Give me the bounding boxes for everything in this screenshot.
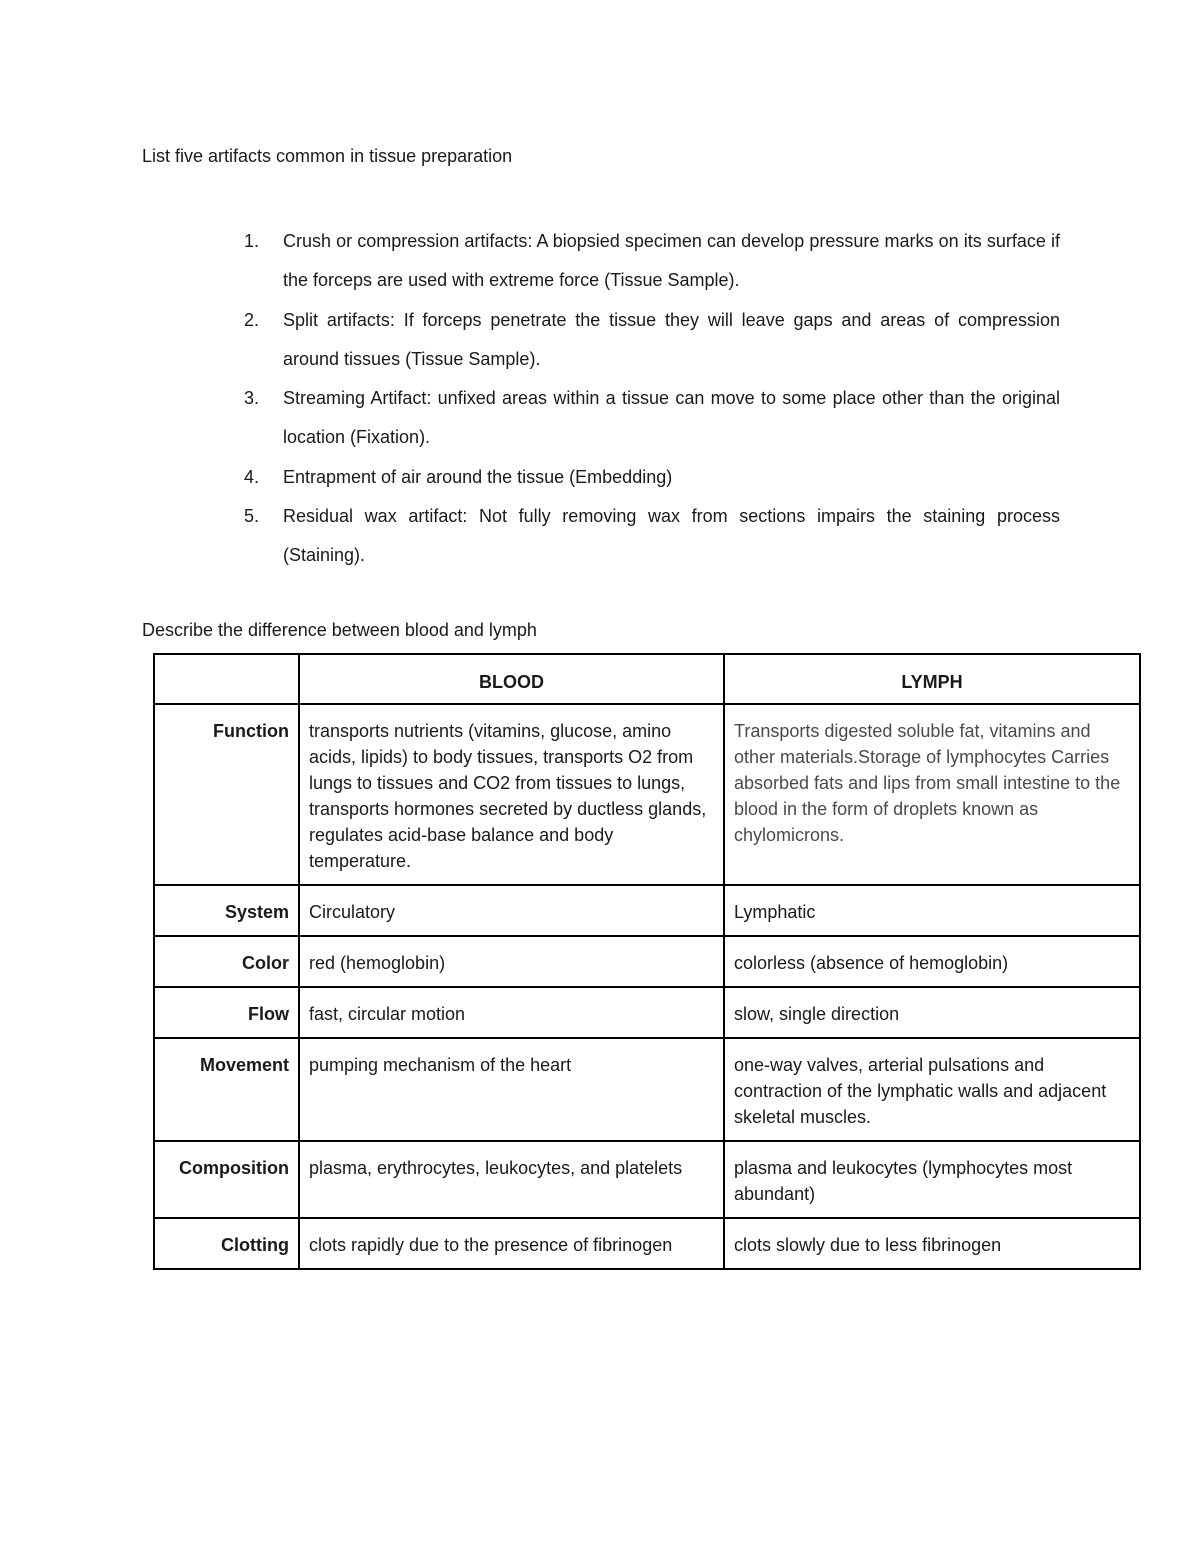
blood-cell: clots rapidly due to the presence of fibrinogen <box>299 1218 724 1269</box>
table-row <box>154 1038 1140 1141</box>
row-label: Movement <box>154 1038 299 1141</box>
list-item-number: 2. <box>244 309 260 330</box>
list-item-text: Entrapment of air around the tissue (Embedding) <box>283 466 673 487</box>
blood-cell: Circulatory <box>299 885 724 936</box>
lymph-cell: Transports digested soluble fat, vitamins and other materials.Storage of lymphocytes Carries absorbed fats and lips from small intestine to the blood in the form of droplets known as chylomicrons. <box>724 704 1140 885</box>
artifacts-question-heading: List five artifacts common in tissue preparation <box>142 146 513 166</box>
lymph-cell: clots slowly due to less fibrinogen <box>724 1218 1140 1269</box>
lymph-cell: plasma and leukocytes (lymphocytes most abundant) <box>724 1141 1140 1218</box>
list-item <box>244 379 1060 458</box>
lymph-cell: slow, single direction <box>724 987 1140 1038</box>
column-header-empty <box>154 654 299 704</box>
lymph-cell: one-way valves, arterial pulsations and contraction of the lymphatic walls and adjacent skeletal muscles. <box>724 1038 1140 1141</box>
blood-lymph-question-heading: Describe the difference between blood and lymph <box>142 620 537 640</box>
blood-cell: fast, circular motion <box>299 987 724 1038</box>
table-row <box>154 936 1140 987</box>
list-item <box>244 301 1060 380</box>
list-item <box>244 222 1060 301</box>
table-row <box>154 1141 1140 1218</box>
lymph-cell: Lymphatic <box>724 885 1140 936</box>
row-label: Color <box>154 936 299 987</box>
table-row <box>154 1218 1140 1269</box>
artifacts-list <box>244 222 1060 576</box>
list-item-number: 4. <box>244 466 260 487</box>
row-label: Function <box>154 704 299 885</box>
list-item-number: 5. <box>244 506 260 527</box>
blood-lymph-comparison-table <box>153 653 1141 1270</box>
row-label: Flow <box>154 987 299 1038</box>
list-item-text: Split artifacts: If forceps penetrate the tissue they will leave gaps and areas of compression around tissues (Tissue Sample). <box>283 309 1060 369</box>
list-item-text: Streaming Artifact: unfixed areas within a tissue can move to some place other than the original location (Fixation). <box>283 388 1060 448</box>
list-item-number: 1. <box>244 231 260 251</box>
column-header-blood: BLOOD <box>299 654 724 704</box>
blood-cell: red (hemoglobin) <box>299 936 724 987</box>
row-label: System <box>154 885 299 936</box>
blood-cell: plasma, erythrocytes, leukocytes, and platelets <box>299 1141 724 1218</box>
table-row <box>154 704 1140 885</box>
list-item-number: 3. <box>244 388 260 409</box>
column-header-lymph: LYMPH <box>724 654 1140 704</box>
list-item <box>244 497 1060 576</box>
table-row <box>154 885 1140 936</box>
table-header-row <box>154 654 1140 704</box>
list-item-text: Crush or compression artifacts: A biopsied specimen can develop pressure marks on its surface if the forceps are used with extreme force (Tissue Sample). <box>283 231 1060 291</box>
lymph-cell: colorless (absence of hemoglobin) <box>724 936 1140 987</box>
blood-cell: pumping mechanism of the heart <box>299 1038 724 1141</box>
row-label: Composition <box>154 1141 299 1218</box>
list-item <box>244 458 1060 497</box>
blood-cell: transports nutrients (vitamins, glucose, amino acids, lipids) to body tissues, transports O2 from lungs to tissues and CO2 from tissues to lungs, transports hormones secreted by ductless glands, regulates acid-base balance and body temperature. <box>299 704 724 885</box>
list-item-text: Residual wax artifact: Not fully removing wax from sections impairs the staining process (Staining). <box>283 506 1060 566</box>
row-label: Clotting <box>154 1218 299 1269</box>
table-row <box>154 987 1140 1038</box>
